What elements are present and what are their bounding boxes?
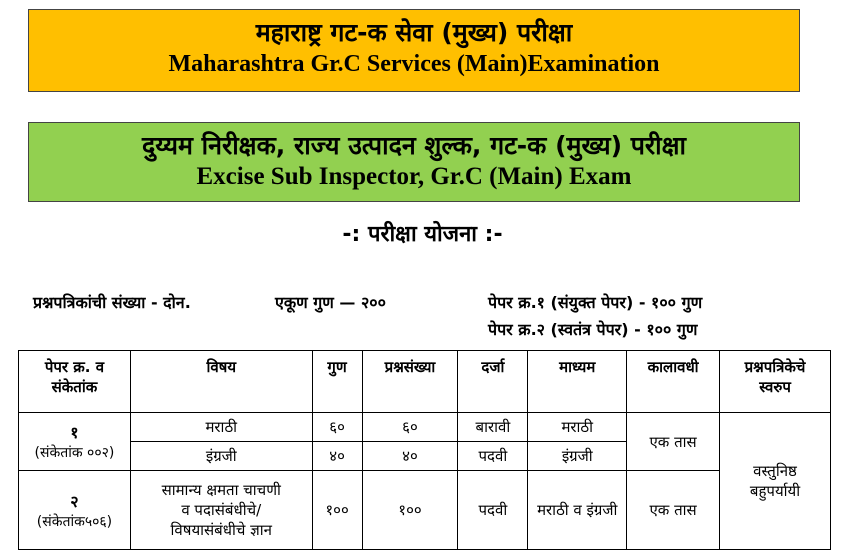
table-row	[19, 471, 831, 550]
paper2-number: २	[70, 491, 79, 511]
paper2-duration-cell: एक तास	[627, 471, 720, 550]
subject-cell: इंग्रजी	[130, 442, 312, 471]
nature-cell	[720, 413, 831, 550]
medium-cell: इंग्रजी	[528, 442, 627, 471]
header-level: दर्जा	[458, 351, 528, 413]
marks-cell: १००	[312, 471, 362, 550]
paper1-marks: पेपर क्र.१ (संयुक्त पेपर) - १०० गुण	[488, 293, 703, 312]
paper2-subject-cell	[130, 471, 312, 550]
paper1-duration-cell: एक तास	[627, 413, 720, 471]
header-questions: प्रश्नसंख्या	[362, 351, 458, 413]
marks-cell: ४०	[312, 442, 362, 471]
exam-title-english: Maharashtra Gr.C Services (Main)Examination	[168, 51, 660, 77]
paper1-number: १	[70, 423, 79, 442]
header-marks: गुण	[312, 351, 362, 413]
header-nature-line1: प्रश्नपत्रिकेचे	[744, 358, 806, 376]
marks-cell: ६०	[312, 413, 362, 442]
scheme-heading: -: परीक्षा योजना :-	[342, 222, 503, 247]
paper2-subject-line2: व पदासंबंधीचे/	[181, 501, 262, 519]
paper2-code: (संकेतांक५०६)	[36, 513, 113, 530]
header-nature	[720, 351, 831, 413]
paper2-subject-line3: विषयासंबंधीचे ज्ञान	[170, 521, 272, 539]
post-title-banner	[28, 122, 800, 202]
paper2-marks: पेपर क्र.२ (स्वतंत्र पेपर) - १०० गुण	[488, 320, 698, 339]
nature-line2: बहुपर्यायी	[749, 482, 801, 500]
subject-cell: मराठी	[130, 413, 312, 442]
total-marks: एकूण गुण — २००	[275, 293, 386, 312]
paper2-subject-line1: सामान्य क्षमता चाचणी	[161, 481, 281, 499]
medium-cell: मराठी व इंग्रजी	[528, 471, 627, 550]
questions-cell: ६०	[362, 413, 458, 442]
papers-count: प्रश्नपत्रिकांची संख्या - दोन.	[33, 293, 191, 312]
table-header-row	[19, 351, 831, 413]
post-title-english: Excise Sub Inspector, Gr.C (Main) Exam	[196, 163, 632, 190]
header-paper-code-line2: संकेतांक	[51, 378, 98, 396]
header-subject: विषय	[130, 351, 312, 413]
level-cell: बारावी	[458, 413, 528, 442]
exam-title-marathi: महाराष्ट्र गट-क सेवा (मुख्य) परीक्षा	[255, 18, 573, 47]
paper1-code: (संकेतांक ००२)	[34, 445, 115, 461]
post-title-marathi: दुय्यम निरीक्षक, राज्य उत्पादन शुल्क, गट-क (मुख्य) परीक्षा	[142, 131, 686, 160]
table-row	[19, 413, 831, 442]
medium-cell: मराठी	[528, 413, 627, 442]
header-paper-code-line1: पेपर क्र. व	[44, 358, 105, 376]
paper1-code-cell	[19, 413, 131, 471]
level-cell: पदवी	[458, 471, 528, 550]
paper2-code-cell	[19, 471, 131, 550]
questions-cell: ४०	[362, 442, 458, 471]
exam-title-banner	[28, 9, 800, 92]
exam-scheme-table	[18, 350, 831, 550]
header-paper-code	[19, 351, 131, 413]
header-nature-line2: स्वरुप	[759, 378, 791, 396]
header-duration: कालावधी	[627, 351, 720, 413]
questions-cell: १००	[362, 471, 458, 550]
level-cell: पदवी	[458, 442, 528, 471]
header-medium: माध्यम	[528, 351, 627, 413]
nature-line1: वस्तुनिष्ठ	[753, 462, 797, 480]
